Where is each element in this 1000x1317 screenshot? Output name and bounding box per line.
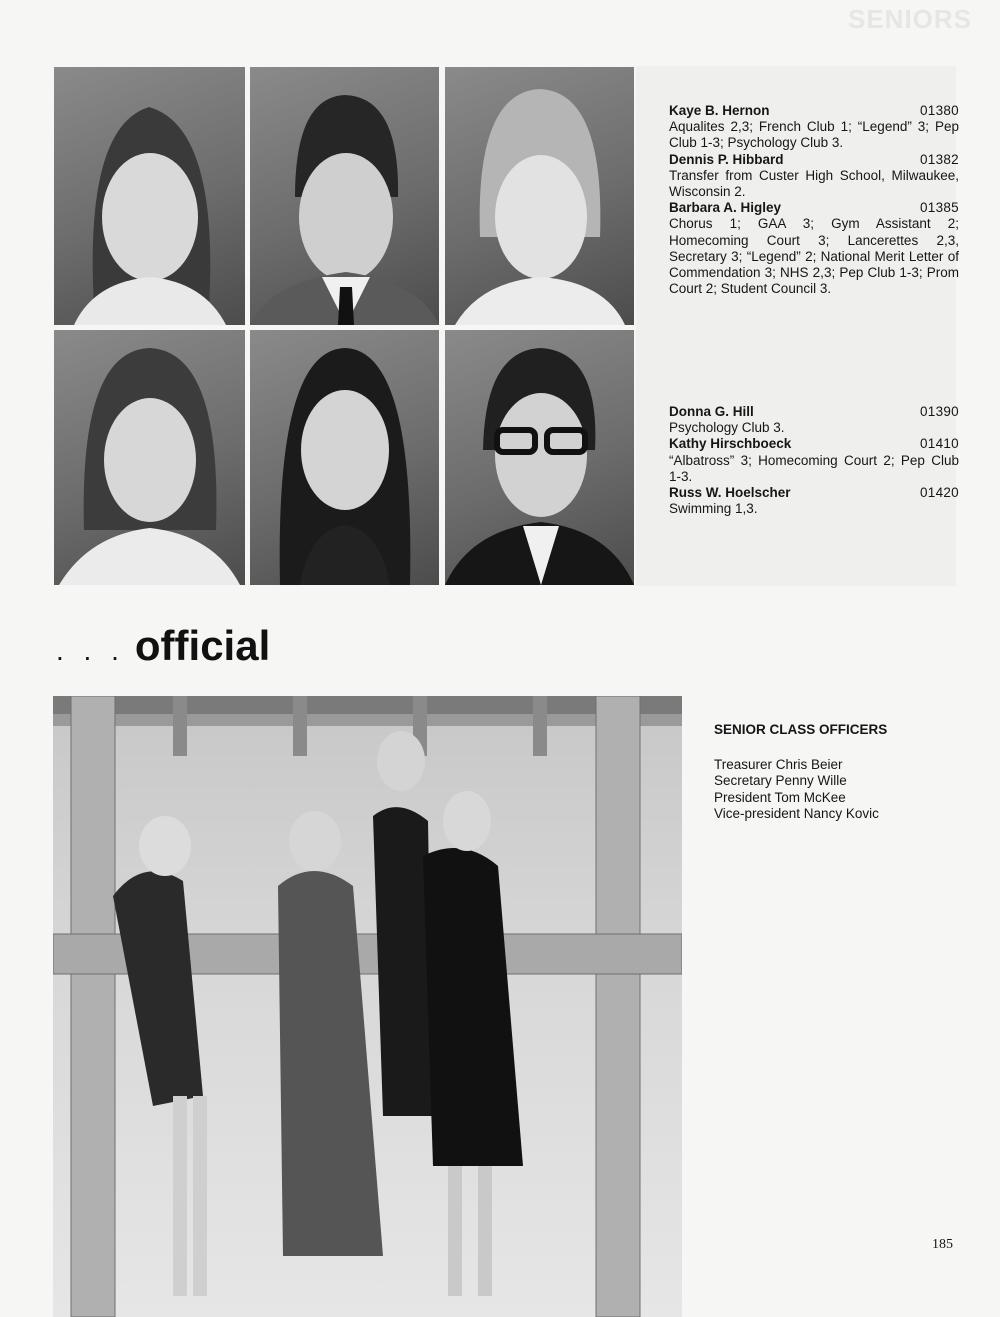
bio-entry: [669, 485, 959, 517]
officer-line: Treasurer Chris Beier: [714, 756, 843, 772]
bio-group-bottom: [669, 404, 959, 517]
bio-name: Kathy Hirschboeck: [669, 436, 792, 452]
bio-activities: Psychology Club 3.: [669, 420, 785, 436]
bio-name: Kaye B. Hernon: [669, 103, 770, 118]
bio-number: 01410: [919, 436, 959, 452]
bio-group-top: [669, 103, 959, 297]
bio-entry: [669, 152, 959, 201]
portrait-kathy-hirschboeck: [250, 330, 439, 585]
officer-line: President Tom McKee: [714, 789, 846, 805]
bio-activities: “Albatross” 3; Homecoming Court 2; Pep Club 1-3.: [669, 452, 959, 484]
ghost-header: SENIORS: [848, 4, 973, 34]
bio-number: 01420: [919, 485, 959, 501]
bio-name: Dennis P. Hibbard: [669, 151, 784, 167]
portrait-barbara-higley: [445, 67, 634, 325]
page-number: 185: [932, 1237, 953, 1252]
bio-number: 01382: [919, 151, 959, 167]
officer-line: Vice-president Nancy Kovic: [714, 806, 879, 821]
heading-ellipsis: . . .: [56, 635, 125, 666]
bio-activities: Transfer from Custer High School, Milwaukee, Wisconsin 2.: [669, 167, 959, 200]
portrait-kaye-hernon: [54, 67, 245, 325]
officer-line: Secretary Penny Wille: [714, 773, 847, 788]
bio-activities: Swimming 1,3.: [669, 501, 758, 517]
bio-name: Russ W. Hoelscher: [669, 485, 791, 501]
section-heading: [56, 622, 270, 670]
bio-entry: [669, 436, 959, 485]
portrait-donna-hill: [54, 330, 245, 585]
heading-title: official: [134, 622, 271, 669]
bio-name: Barbara A. Higley: [669, 200, 782, 216]
bio-number: 01385: [919, 200, 959, 216]
bio-entry: [669, 200, 959, 297]
portrait-russ-hoelscher: [445, 330, 634, 585]
bio-entry: [669, 404, 959, 436]
portrait-dennis-hibbard: [250, 67, 439, 325]
bio-activities: Chorus 1; GAA 3; Gym Assistant 2; Homecoming Court 3; Lancerettes 2,3, Secretary 3; “Legend” 2; National Merit Letter of Commendation 3; NHS 2,3; Pep Club 1-3; Prom Court 2; Student Council 3.: [669, 216, 959, 297]
officers-caption: [714, 722, 887, 823]
bio-activities: Aqualites 2,3; French Club 1; “Legend” 3; Pep Club 1-3; Psychology Club 3.: [669, 119, 959, 151]
bio-number: 01380: [919, 103, 959, 118]
bio-number: 01390: [919, 404, 959, 419]
senior-officers-photo: [53, 696, 682, 1317]
officers-title: SENIOR CLASS OFFICERS: [714, 722, 888, 737]
bio-name: Donna G. Hill: [669, 404, 754, 419]
bio-entry: [669, 103, 959, 152]
